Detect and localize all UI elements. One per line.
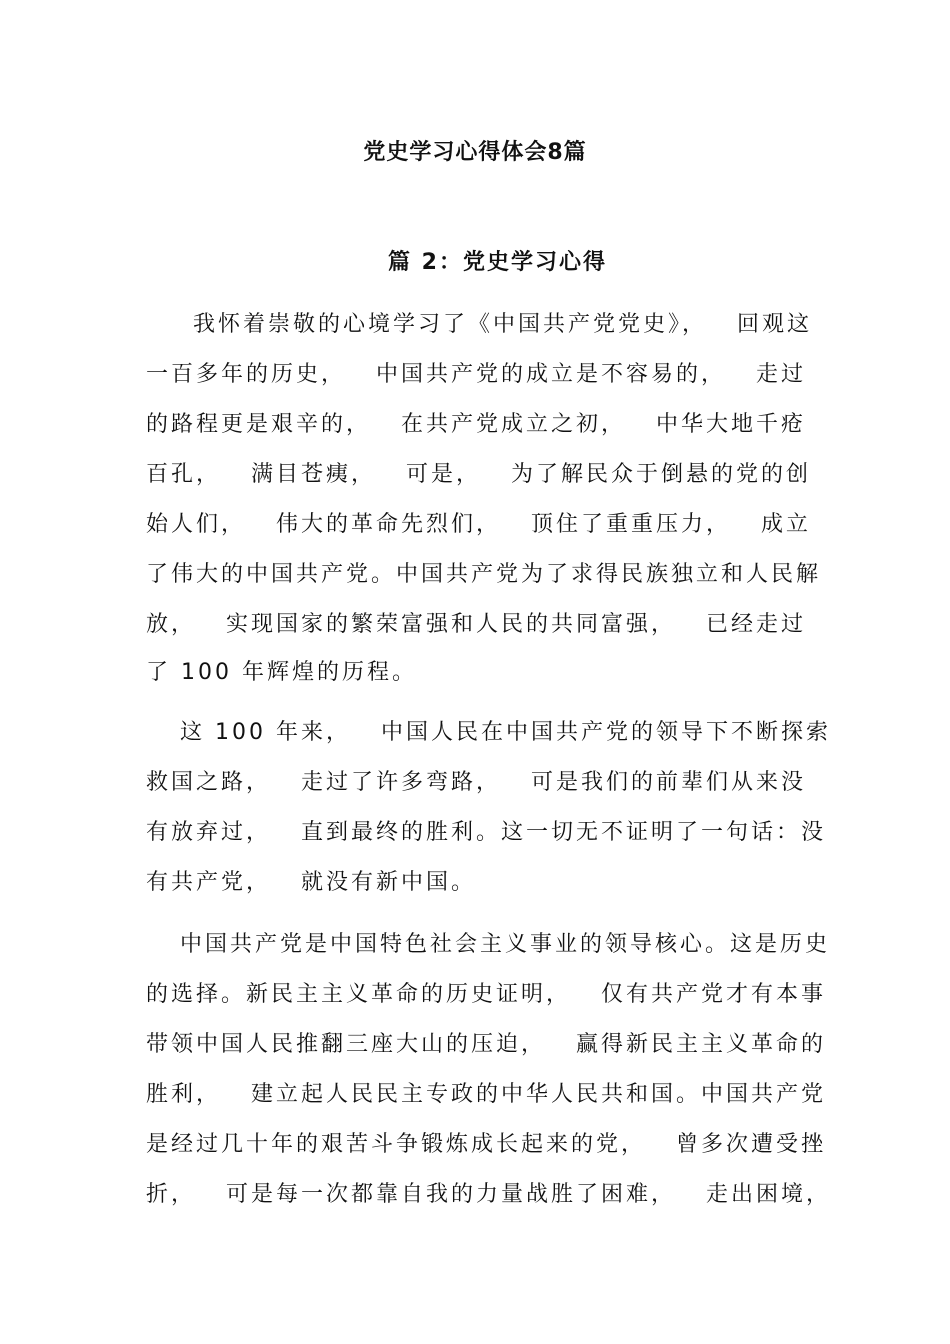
paragraph-3-line-4: 胜利， 建立起人民民主专政的中华人民共和国。中国共产党 [146, 1082, 826, 1107]
paragraph-1-line-3: 的路程更是艰辛的， 在共产党成立之初， 中华大地千疮 [146, 412, 806, 437]
paragraph-2-line-2: 救国之路， 走过了许多弯路， 可是我们的前辈们从来没 [146, 770, 806, 795]
paragraph-2-line-4: 有共产党， 就没有新中国。 [146, 870, 476, 895]
document-title: 党史学习心得体会8篇 [363, 140, 587, 165]
paragraph-1-line-7: 放， 实现国家的繁荣富强和人民的共同富强， 已经走过 [146, 612, 806, 637]
paragraph-3-line-1: 中国共产党是中国特色社会主义事业的领导核心。这是历史 [180, 932, 831, 957]
section-heading: 篇 2：党史学习心得 [388, 250, 607, 275]
paragraph-2-line-1: 这 100 年来， 中国人民在中国共产党的领导下不断探索 [180, 720, 831, 745]
paragraph-1-line-8: 了 100 年辉煌的历程。 [146, 660, 417, 685]
paragraph-1-line-6: 了伟大的中国共产党。中国共产党为了求得民族独立和人民解 [146, 562, 822, 587]
paragraph-3-line-5: 是经过几十年的艰苦斗争锻炼成长起来的党， 曾多次遭受挫 [146, 1132, 826, 1157]
paragraph-1-line-5: 始人们， 伟大的革命先烈们， 顶住了重重压力， 成立 [146, 512, 811, 537]
paragraph-3-line-3: 带领中国人民推翻三座大山的压迫， 赢得新民主主义革命的 [146, 1032, 826, 1057]
paragraph-2-line-3: 有放弃过， 直到最终的胜利。这一切无不证明了一句话：没 [146, 820, 826, 845]
paragraph-1-line-1: 我怀着崇敬的心境学习了《中国共产党党史》， 回观这 [193, 312, 812, 337]
paragraph-1-line-4: 百孔， 满目苍痍， 可是， 为了解民众于倒悬的党的创 [146, 462, 811, 487]
paragraph-3-line-2: 的选择。新民主主义革命的历史证明， 仅有共产党才有本事 [146, 982, 826, 1007]
paragraph-1-line-2: 一百多年的历史， 中国共产党的成立是不容易的， 走过 [146, 362, 806, 387]
paragraph-3-line-6: 折， 可是每一次都靠自我的力量战胜了困难， 走出困境， [146, 1182, 831, 1207]
